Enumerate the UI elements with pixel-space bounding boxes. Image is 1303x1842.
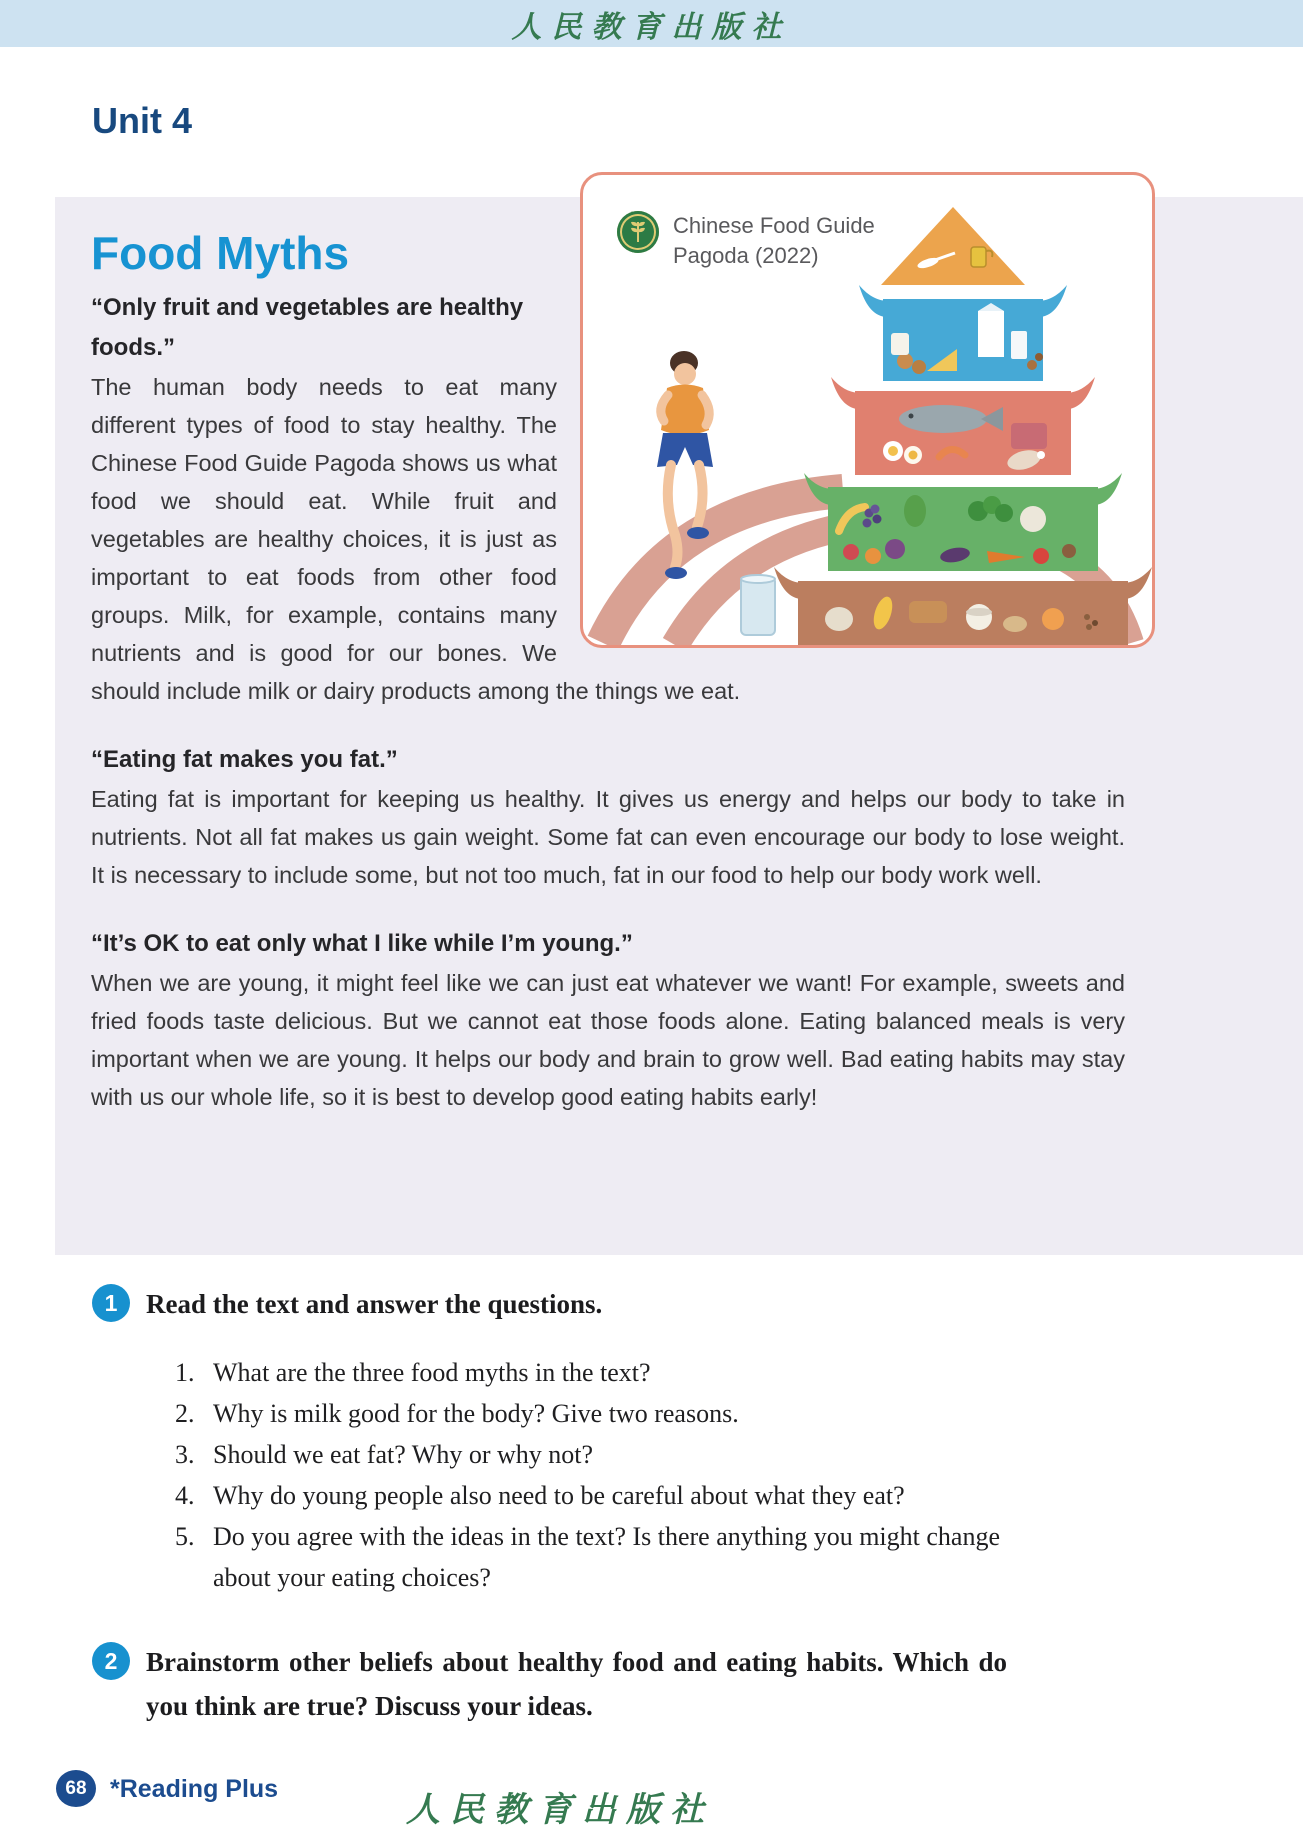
activity-1-number-badge: 1 <box>92 1284 130 1322</box>
question-number: 3. <box>175 1440 195 1469</box>
question-text: What are the three food myths in the text? <box>213 1358 651 1387</box>
water-glass <box>741 575 775 635</box>
question-number: 2. <box>175 1399 195 1428</box>
question-number: 5. <box>175 1522 195 1551</box>
question-item-2 <box>175 1393 1007 1434</box>
unit-label: Unit 4 <box>92 100 193 141</box>
activity-2-number-badge: 2 <box>92 1642 130 1680</box>
pagoda-card-title-line1: Chinese Food Guide <box>673 213 875 238</box>
pagoda-card-title <box>673 211 875 271</box>
pagoda-level-vegetables-fruits <box>804 473 1122 571</box>
question-list <box>175 1352 1007 1598</box>
question-text: Do you agree with the ideas in the text? Is there anything you might change about your eating choices? <box>213 1522 1000 1592</box>
pagoda-level-dairy <box>859 285 1067 381</box>
activity-1 <box>92 1282 1007 1598</box>
nutrition-society-logo-icon <box>617 211 659 253</box>
activities-section <box>92 1282 1007 1728</box>
pagoda-card <box>580 172 1155 648</box>
activity-1-instruction: Read the text and answer the questions. <box>146 1289 603 1319</box>
publisher-banner <box>0 0 1303 47</box>
question-text: Why do young people also need to be careful about what they eat? <box>213 1481 905 1510</box>
question-item-1 <box>175 1352 1007 1393</box>
page-number-badge: 68 <box>56 1770 96 1807</box>
question-item-5 <box>175 1516 1007 1598</box>
question-text: Should we eat fat? Why or why not? <box>213 1440 594 1469</box>
myth-heading-2: “Eating fat makes you fat.” <box>91 746 398 773</box>
myth-body-1: The human body needs to eat many different types of food to stay healthy. The Chinese Food Guide Pagoda shows us what food we should eat. While fruit and vegetables are healthy choices, it is just as important to eat foods from other food groups. Milk, for example, contains many nutrients and is good for our bones. We should include milk or dairy products among the things we eat. <box>91 374 741 704</box>
pagoda-level-oils-salt <box>881 207 1025 285</box>
page-title: Food Myths <box>91 227 350 279</box>
publisher-calligraphy-top: 人民教育出版社 <box>511 10 792 44</box>
question-item-4 <box>175 1475 1007 1516</box>
pagoda-card-title-line2: Pagoda (2022) <box>673 243 819 268</box>
myth-body-2: Eating fat is important for keeping us healthy. It gives us energy and helps our body to take in nutrients. Not all fat makes us gain weight. Some fat can even encourage our body to lose weight. It is necessary to include some, but not too much, fat in our food to help our body work well. <box>91 786 1125 888</box>
question-item-3 <box>175 1434 1007 1475</box>
publisher-calligraphy-bottom: 人民教育出版社 <box>406 1791 714 1829</box>
activity-2 <box>92 1640 1007 1728</box>
question-number: 4. <box>175 1481 195 1510</box>
question-text: Why is milk good for the body? Give two reasons. <box>213 1399 739 1428</box>
pagoda-level-meat-fish <box>831 377 1095 475</box>
activity-2-instruction: Brainstorm other beliefs about healthy food and eating habits. Which do you think are true? Discuss your ideas. <box>146 1647 1007 1721</box>
question-number: 1. <box>175 1358 195 1387</box>
footer-reading-plus-label: *Reading Plus <box>110 1775 279 1803</box>
myth-body-3: When we are young, it might feel like we can just eat whatever we want! For example, sweets and fried foods taste delicious. But we cannot eat those foods alone. Eating balanced meals is very important when we are young. It helps our body and brain to grow well. Bad eating habits may stay with us our whole life, so it is best to develop good eating habits early! <box>91 970 1125 1110</box>
pagoda-card-header <box>617 211 875 271</box>
myth-heading-1: “Only fruit and vegetables are healthy foods.” <box>91 294 524 361</box>
myth-heading-3: “It’s OK to eat only what I like while I’m young.” <box>91 930 633 957</box>
